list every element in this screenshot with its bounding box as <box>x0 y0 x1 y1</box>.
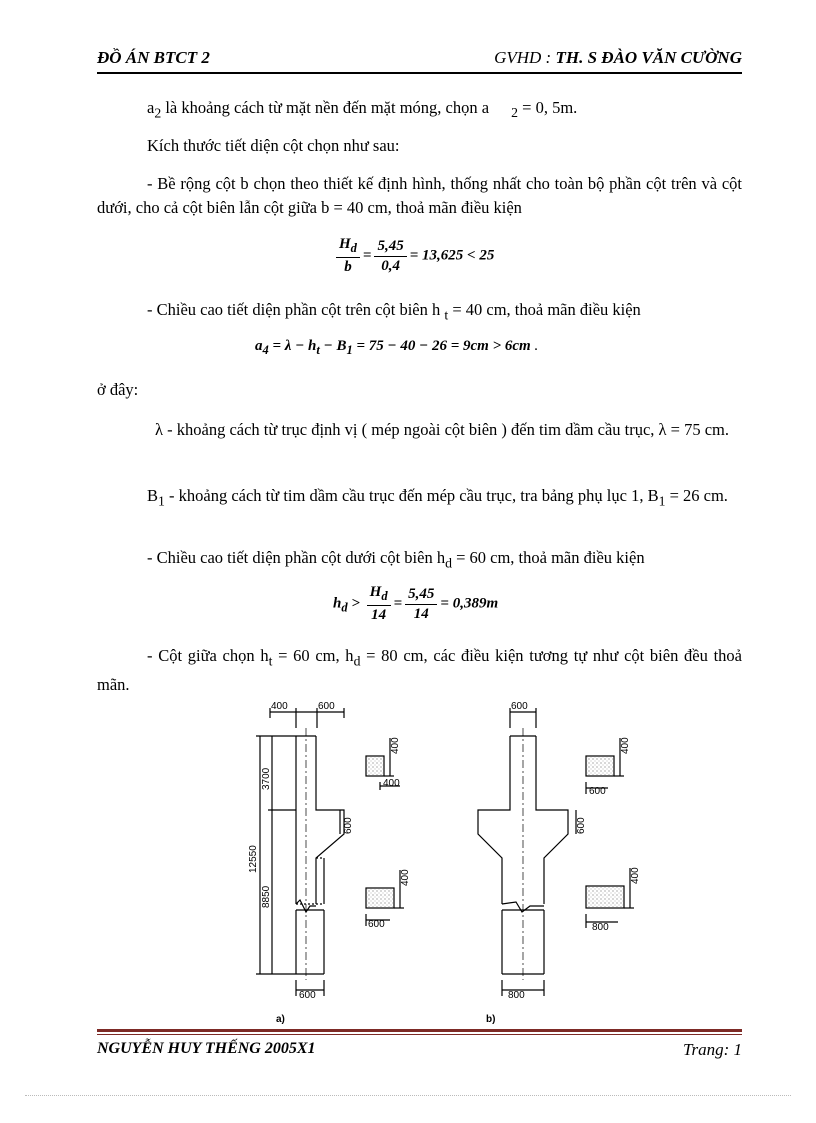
dim-b-bottom: 800 <box>508 990 525 1001</box>
sec-b-top-w: 600 <box>589 786 606 797</box>
column-b-right-outline <box>536 736 568 904</box>
footer-author: NGUYỄN HUY THẾNG 2005X1 <box>97 1040 316 1057</box>
dim-a-total-height: 12550 <box>248 845 259 873</box>
sec-b-bot-w: 800 <box>592 922 609 933</box>
paragraph-upper-height: - Chiều cao tiết diện phần cột trên cột biên h $_t$ = 40 cm, thoả mãn điều kiện <box>147 300 641 323</box>
dim-a-upper-height: 3700 <box>261 767 272 790</box>
dim-b-top: 600 <box>511 701 528 712</box>
paragraph-here: ở đây: <box>97 380 139 399</box>
paragraph-a2: $a_2$ là khoảng cách từ mặt nền đến mặt móng, chọn a $_2$ = 0, 5m. <box>147 98 578 121</box>
paragraph-middle-column: - Cột giữa chọn $h_t = 60$ cm, $h_d = 80$ cm, các điều kiện tương tự như cột biên đều thoả mãn. <box>97 646 742 695</box>
dim-b-bracket: 600 <box>576 817 587 834</box>
header-instructor <box>494 48 742 68</box>
dim-a-top-right: 600 <box>318 701 335 712</box>
header-project-title: ĐỒ ÁN BTCT 2 <box>97 48 210 67</box>
footer-rule-thick <box>97 1029 742 1032</box>
paragraph-lambda: λ - khoảng cách từ trục định vị ( mép ngoài cột biên ) đến tim dầm cầu trục, λ = 75 cm. <box>155 420 730 439</box>
caption-b: b) <box>486 1014 496 1025</box>
footer-rule-thin <box>97 1034 742 1035</box>
paragraph-lower-height: - Chiều cao tiết diện phần cột dưới cột biên $h_d = 60$ cm, thoả mãn điều kiện <box>147 548 645 571</box>
equation-a4: $a_4 = \lambda - h_t - B_1 = 75 - 40 - 26 = 9cm > 6cm$ . <box>255 338 539 357</box>
column-figure <box>240 698 660 1028</box>
sec-a-top-h: 400 <box>390 737 401 754</box>
caption-a: a) <box>276 1014 285 1025</box>
sec-a-top-w: 400 <box>383 778 400 789</box>
sec-b-bot-h: 400 <box>630 867 641 884</box>
dim-a-bottom: 600 <box>299 990 316 1001</box>
header-rule <box>97 72 742 74</box>
header-instructor-name: TH. S ĐÀO VĂN CƯỜNG <box>555 48 742 67</box>
paragraph-b1: $B_1$ - khoảng cách từ tim dầm cầu trục đến mép cầu trục, tra bảng phụ lục 1, $B_1 = 26$ cm. <box>147 486 728 509</box>
column-b-left-outline <box>478 736 510 904</box>
sec-b-top-h: 400 <box>620 737 631 754</box>
equation-slenderness: $\frac{H_d}{b}$ = $\frac{5,45}{0,4}$ = 13,625 < 25 <box>333 236 494 276</box>
equation-hd: $h_d$ > $\frac{H_d}{14}$ = $\frac{5,45}{14}$ = 0,389m <box>333 584 499 623</box>
dim-a-top-left: 400 <box>271 701 288 712</box>
sec-a-bot-w: 600 <box>368 919 385 930</box>
footer-page-number: Trang: 1 <box>682 1040 742 1059</box>
header-instructor-prefix: GVHD : <box>494 48 556 67</box>
dim-a-bracket: 600 <box>343 817 354 834</box>
paragraph-section-intro: Kích thước tiết diện cột chọn như sau: <box>147 136 400 155</box>
paragraph-column-width: - Bề rộng cột b chọn theo thiết kế định hình, thống nhất cho toàn bộ phần cột trên và cột dưới, cho cả cột biên lẫn cột giữa b = 40 cm, thoả mãn điều kiện <box>97 174 742 217</box>
dim-a-lower-height: 8850 <box>261 885 272 908</box>
sec-a-bot-h: 400 <box>400 869 411 886</box>
page-bottom-dotted-line <box>25 1095 791 1096</box>
page-header <box>97 48 742 72</box>
